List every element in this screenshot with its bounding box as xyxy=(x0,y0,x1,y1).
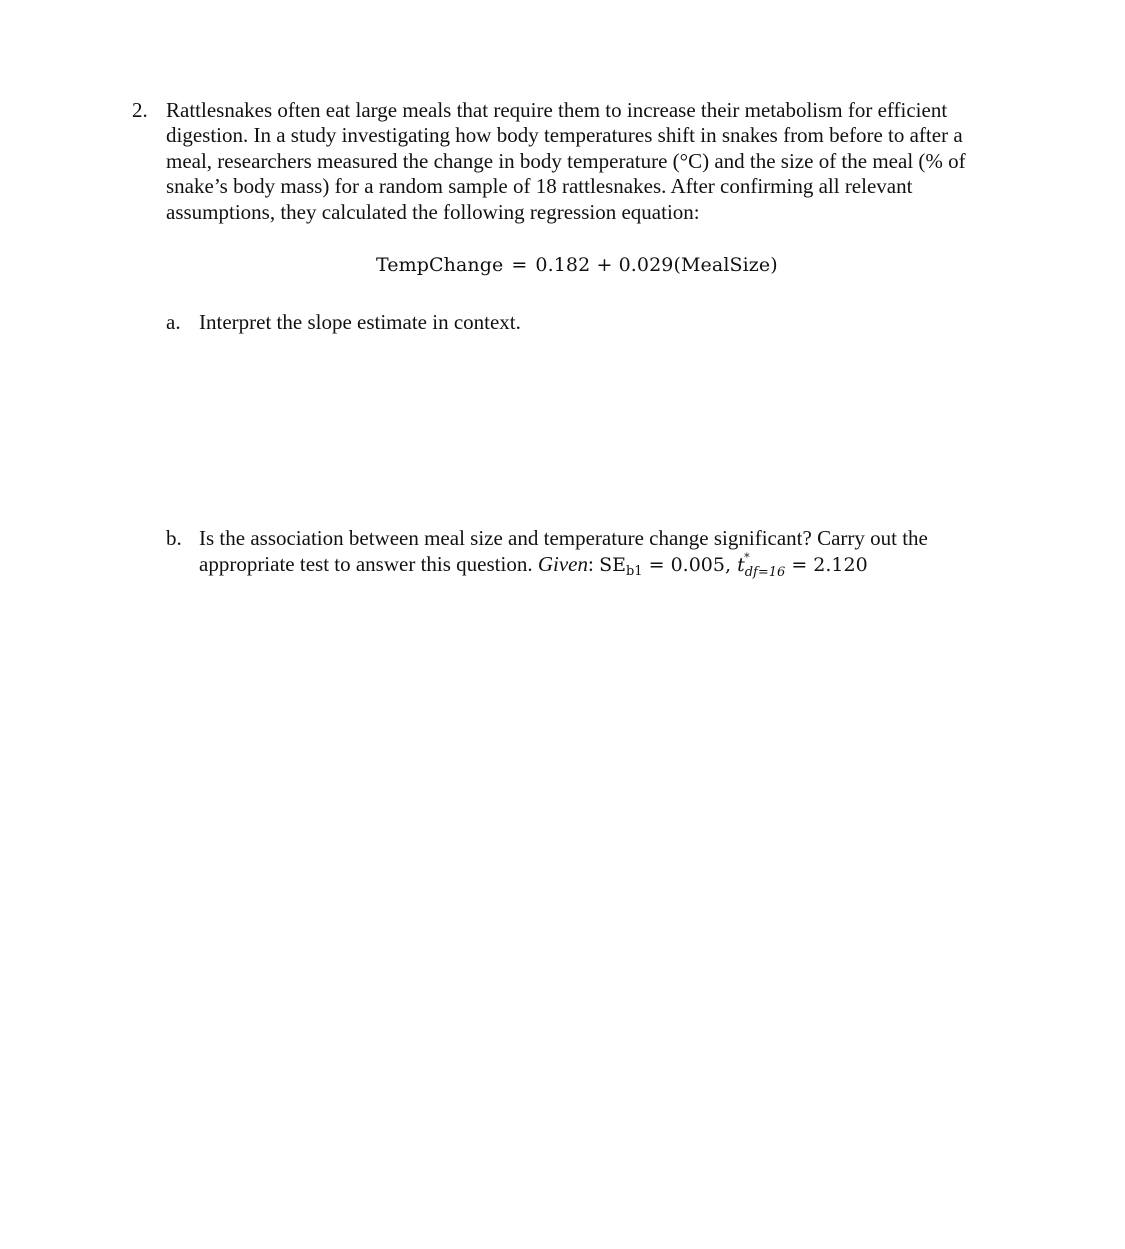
part-b-line-2 xyxy=(199,551,1026,586)
question-number: 2. xyxy=(132,98,148,122)
part-a-answer-space[interactable] xyxy=(166,345,1026,515)
question-line-4: snake’s body mass) for a random sample of 18 rattlesnakes. After confirming all relevant xyxy=(166,174,913,199)
question-line-2: digestion. In a study investigating how body temperatures shift in snakes from before to after a xyxy=(166,123,963,148)
question-line-1: Rattlesnakes often eat large meals that require them to increase their metabolism for efficient xyxy=(166,98,948,122)
equation-equals: = xyxy=(511,254,528,276)
se-subscript: b1 xyxy=(625,564,643,579)
part-b-answer-space[interactable] xyxy=(166,590,1026,1190)
question-line-5: assumptions, they calculated the following regression equation: xyxy=(166,199,700,224)
question-row xyxy=(132,98,1032,225)
part-b-label: b. xyxy=(166,526,182,550)
question-text xyxy=(166,98,1032,225)
part-b-line-2-prefix: appropriate test to answer this question. xyxy=(199,552,538,576)
part-a xyxy=(166,309,1026,335)
t-base: t xyxy=(737,554,745,576)
t-star-symbol xyxy=(737,551,750,576)
part-b-line-1: Is the association between meal size and temperature change significant? Carry out the xyxy=(199,526,928,550)
part-b-text xyxy=(199,525,1026,586)
t-value: = 2.120 xyxy=(785,554,868,576)
given-label: Given xyxy=(537,552,588,576)
part-a-label: a. xyxy=(166,310,181,334)
question-2 xyxy=(132,98,1032,225)
equation-lhs: TempChange xyxy=(376,254,504,276)
equation-rhs: 0.182 + 0.029(MealSize) xyxy=(535,254,778,276)
regression-equation xyxy=(376,254,778,276)
se-expression xyxy=(599,551,868,580)
part-b xyxy=(166,525,1026,586)
question-line-3: meal, researchers measured the change in body temperature (°C) and the size of the meal (% of xyxy=(166,148,966,173)
se-base: SE xyxy=(599,554,626,576)
se-value: = 0.005, xyxy=(642,554,738,576)
t-superscript: * xyxy=(744,551,750,564)
part-a-text: Interpret the slope estimate in context. xyxy=(199,310,521,334)
given-colon: : xyxy=(588,552,600,576)
t-subscript: df=16 xyxy=(744,565,786,580)
